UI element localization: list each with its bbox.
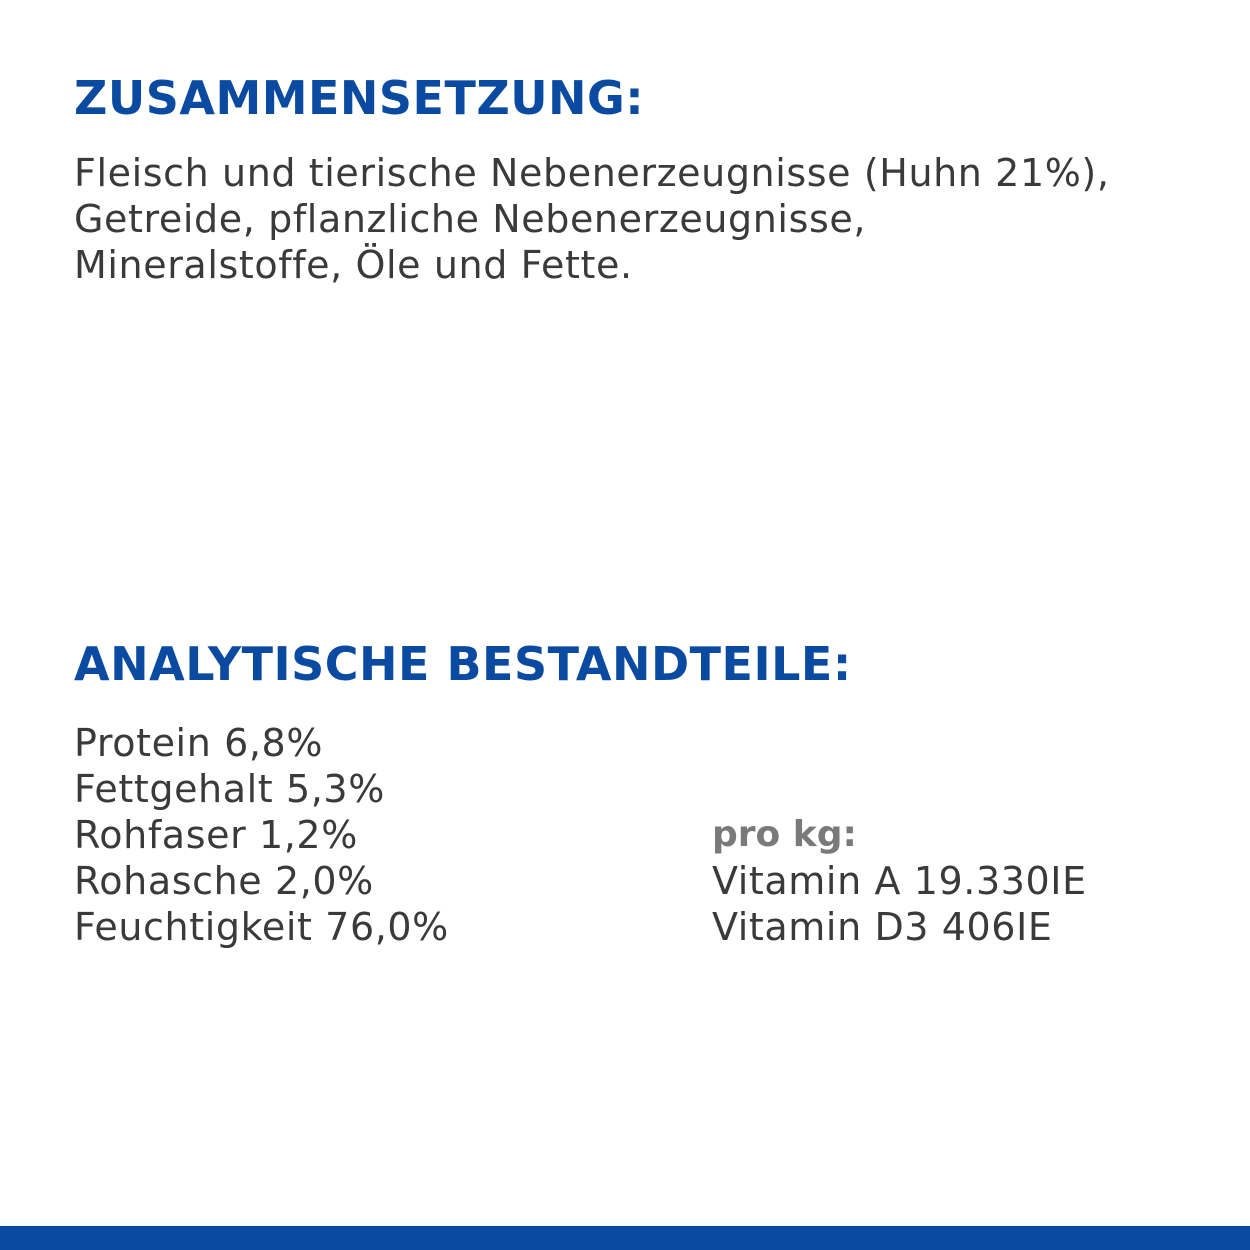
vitamin-block bbox=[712, 812, 1087, 950]
analytics-item-ash: Rohasche 2,0% bbox=[74, 859, 374, 903]
analytics-item-fat: Fettgehalt 5,3% bbox=[74, 767, 385, 811]
composition-line: Mineralstoffe, Öle und Fette. bbox=[74, 243, 633, 287]
analytics-item-protein: Protein 6,8% bbox=[74, 721, 324, 765]
composition-text bbox=[74, 150, 1234, 288]
analytics-heading: ANALYTISCHE BESTANDTEILE: bbox=[74, 637, 852, 691]
composition-heading: ZUSAMMENSETZUNG: bbox=[74, 71, 645, 125]
analytics-list bbox=[74, 720, 449, 950]
bottom-accent-bar bbox=[0, 1226, 1250, 1250]
vitamin-a-item: Vitamin A 19.330IE bbox=[712, 859, 1087, 903]
composition-line: Fleisch und tierische Nebenerzeugnisse (Huhn 21%), bbox=[74, 151, 1110, 195]
vitamin-d3-item: Vitamin D3 406IE bbox=[712, 905, 1053, 949]
per-kg-label: pro kg: bbox=[712, 814, 857, 855]
analytics-item-moisture: Feuchtigkeit 76,0% bbox=[74, 905, 449, 949]
analytics-item-fiber: Rohfaser 1,2% bbox=[74, 813, 358, 857]
composition-line: Getreide, pflanzliche Nebenerzeugnisse, bbox=[74, 197, 867, 241]
